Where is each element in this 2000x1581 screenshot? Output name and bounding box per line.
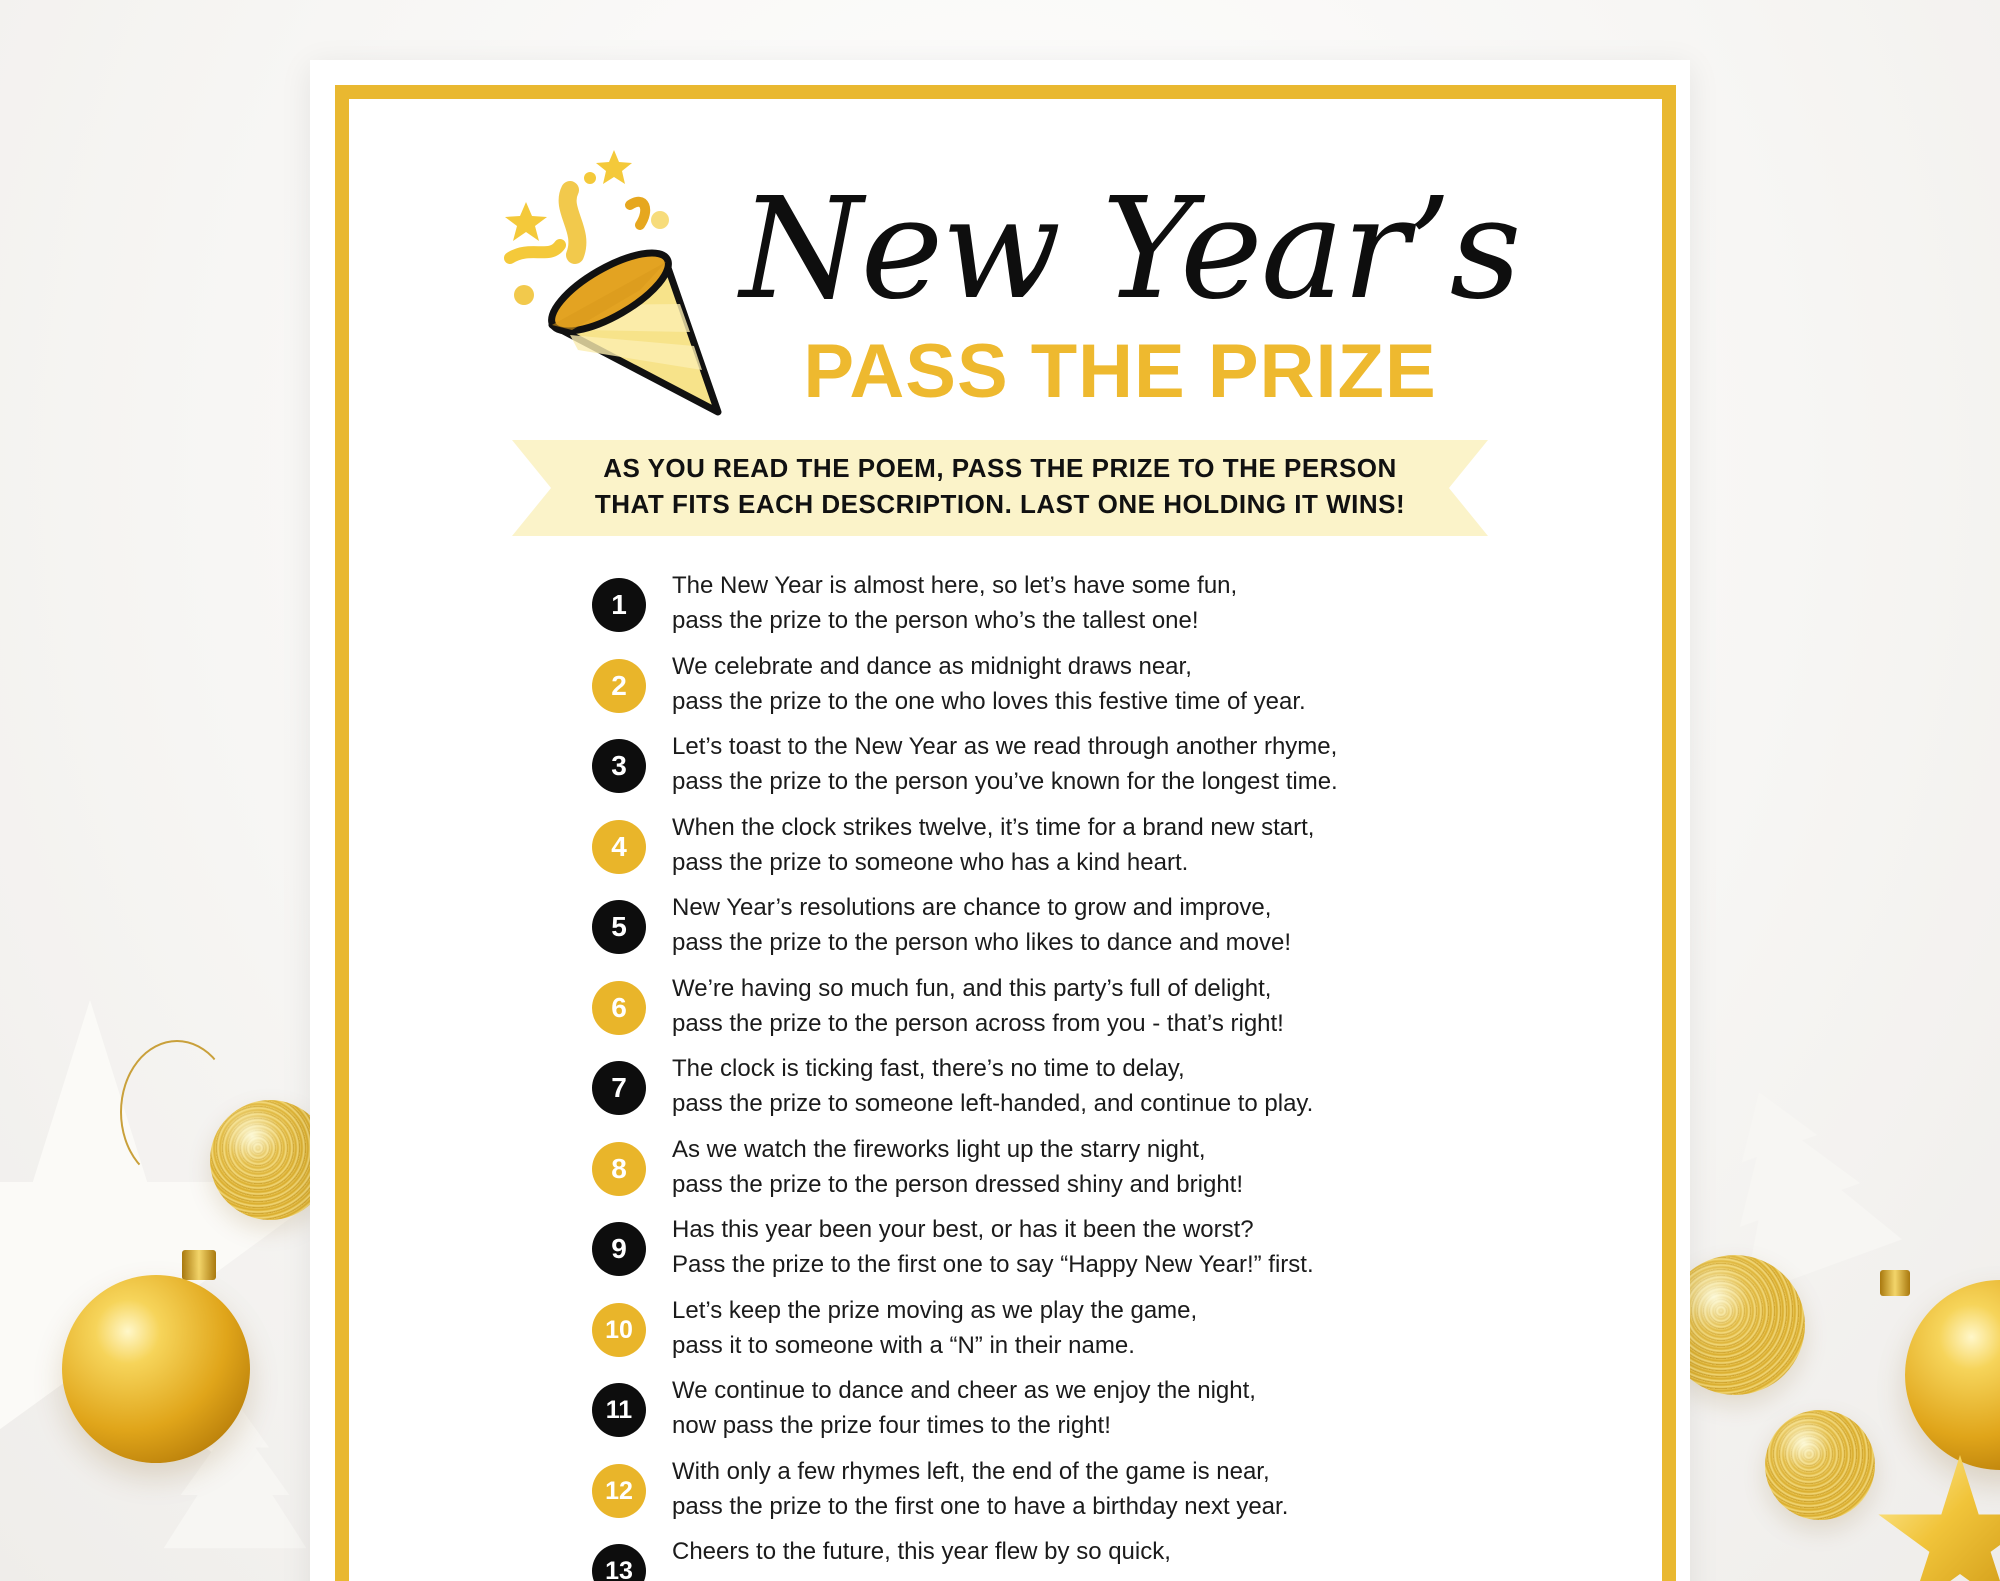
- verse-number-badge: 9: [592, 1222, 646, 1276]
- instructions-text: [512, 450, 1488, 522]
- verse-item: [592, 729, 1492, 810]
- verse-line: pass it to someone with a “N” in their name.: [672, 1331, 1135, 1359]
- shiny-bauble-left: [62, 1275, 250, 1463]
- verse-line: pass the prize to the person you’ve known for the longest time.: [672, 768, 1338, 795]
- verse-line: We continue to dance and cheer as we enjoy the night,: [672, 1377, 1256, 1404]
- verse-number-badge: 7: [592, 1061, 646, 1115]
- party-hat-icon: [490, 150, 750, 420]
- verse-line: With only a few rhymes left, the end of the game is near,: [672, 1457, 1270, 1485]
- verse-number-badge: 3: [592, 739, 646, 793]
- verse-line: Let’s toast to the New Year as we read through another rhyme,: [672, 733, 1338, 760]
- confetti-dot-icon: [651, 211, 669, 229]
- verse-line: Pass the prize to the first one to say “Happy New Year!” first.: [672, 1251, 1314, 1278]
- verse-text: [672, 971, 1472, 1041]
- verse-item: [592, 810, 1492, 891]
- confetti-star-icon: [505, 202, 547, 241]
- instructions-line-1: AS YOU READ THE POEM, PASS THE PRIZE TO THE PERSON: [603, 453, 1397, 483]
- verse-line: As we watch the fireworks light up the starry night,: [672, 1135, 1206, 1163]
- page-subtitle: PASS THE PRIZE: [803, 329, 1437, 414]
- gold-star-decoration-right: [1875, 1455, 2000, 1581]
- confetti-dot-icon: [584, 172, 596, 184]
- verse-item: [592, 649, 1492, 730]
- verse-text: [672, 1132, 1472, 1202]
- verse-line: The clock is ticking fast, there’s no time to delay,: [672, 1055, 1185, 1082]
- verse-item: [592, 890, 1492, 971]
- verse-number-badge: 6: [592, 981, 646, 1035]
- verse-text: [672, 649, 1472, 719]
- verse-line: The New Year is almost here, so let’s have some fun,: [672, 572, 1238, 599]
- verse-list: [592, 568, 1492, 1581]
- verse-number-badge: 2: [592, 659, 646, 713]
- verse-line: pass the prize to the first one to have a birthday next year.: [672, 1492, 1289, 1520]
- verse-text: [672, 1534, 1472, 1569]
- verse-item: [592, 1212, 1492, 1293]
- confetti-dot-icon: [514, 285, 534, 305]
- verse-text: [672, 1212, 1472, 1282]
- verse-line: When the clock strikes twelve, it’s time for a brand new start,: [672, 813, 1315, 841]
- verse-number-badge: 13: [592, 1544, 646, 1581]
- verse-item: [592, 1454, 1492, 1535]
- verse-line: now pass the prize four times to the right!: [672, 1412, 1111, 1439]
- verse-line: pass the prize to someone who has a kind heart.: [672, 848, 1189, 876]
- verse-text: [672, 568, 1472, 638]
- shiny-bauble-right: [1905, 1280, 2000, 1470]
- verse-text: [672, 810, 1472, 880]
- verse-number-badge: 11: [592, 1383, 646, 1437]
- verse-text: [672, 1373, 1472, 1443]
- verse-line: pass the prize to the person dressed shiny and bright!: [672, 1170, 1244, 1198]
- page-title: New Year’s: [740, 168, 1520, 331]
- verse-number-badge: 1: [592, 578, 646, 632]
- verse-text: [672, 890, 1472, 960]
- glitter-bauble-right-bottom: [1765, 1410, 1875, 1520]
- confetti-star-icon: [596, 150, 632, 184]
- verse-text: [672, 729, 1472, 799]
- verse-text: [672, 1051, 1472, 1121]
- streamer-icon: [630, 202, 645, 225]
- verse-item: [592, 1534, 1492, 1581]
- verse-line: Let’s keep the prize moving as we play the game,: [672, 1296, 1198, 1324]
- verse-line: pass the prize to someone left-handed, and continue to play.: [672, 1090, 1314, 1117]
- verse-item: [592, 971, 1492, 1052]
- bauble-cap-right: [1880, 1270, 1910, 1296]
- instructions-line-2: THAT FITS EACH DESCRIPTION. LAST ONE HOLDING IT WINS!: [594, 489, 1406, 519]
- bauble-cap-left: [182, 1250, 216, 1280]
- verse-item: [592, 1051, 1492, 1132]
- verse-line: pass the prize to the person who’s the tallest one!: [672, 607, 1199, 634]
- verse-number-badge: 10: [592, 1303, 646, 1357]
- verse-item: [592, 1373, 1492, 1454]
- verse-number-badge: 12: [592, 1464, 646, 1518]
- verse-line: Cheers to the future, this year flew by so quick,: [672, 1538, 1171, 1565]
- verse-line: pass the prize to the one who loves this festive time of year.: [672, 687, 1306, 715]
- verse-text: [672, 1454, 1472, 1524]
- printable-page: [310, 60, 1690, 1581]
- verse-item: [592, 1132, 1492, 1213]
- verse-text: [672, 1293, 1472, 1363]
- streamer-icon: [510, 245, 560, 258]
- verse-number-badge: 8: [592, 1142, 646, 1196]
- verse-line: New Year’s resolutions are chance to grow and improve,: [672, 894, 1272, 921]
- verse-line: We’re having so much fun, and this party’s full of delight,: [672, 974, 1272, 1002]
- verse-number-badge: 4: [592, 820, 646, 874]
- verse-item: [592, 568, 1492, 649]
- verse-line: pass the prize to the person who likes to dance and move!: [672, 929, 1292, 956]
- verse-line: Has this year been your best, or has it been the worst?: [672, 1216, 1254, 1243]
- verse-line: We celebrate and dance as midnight draws near,: [672, 652, 1192, 680]
- verse-number-badge: 5: [592, 900, 646, 954]
- verse-line: pass the prize to the person across from you - that’s right!: [672, 1009, 1284, 1037]
- verse-item: [592, 1293, 1492, 1374]
- streamer-icon: [568, 190, 578, 255]
